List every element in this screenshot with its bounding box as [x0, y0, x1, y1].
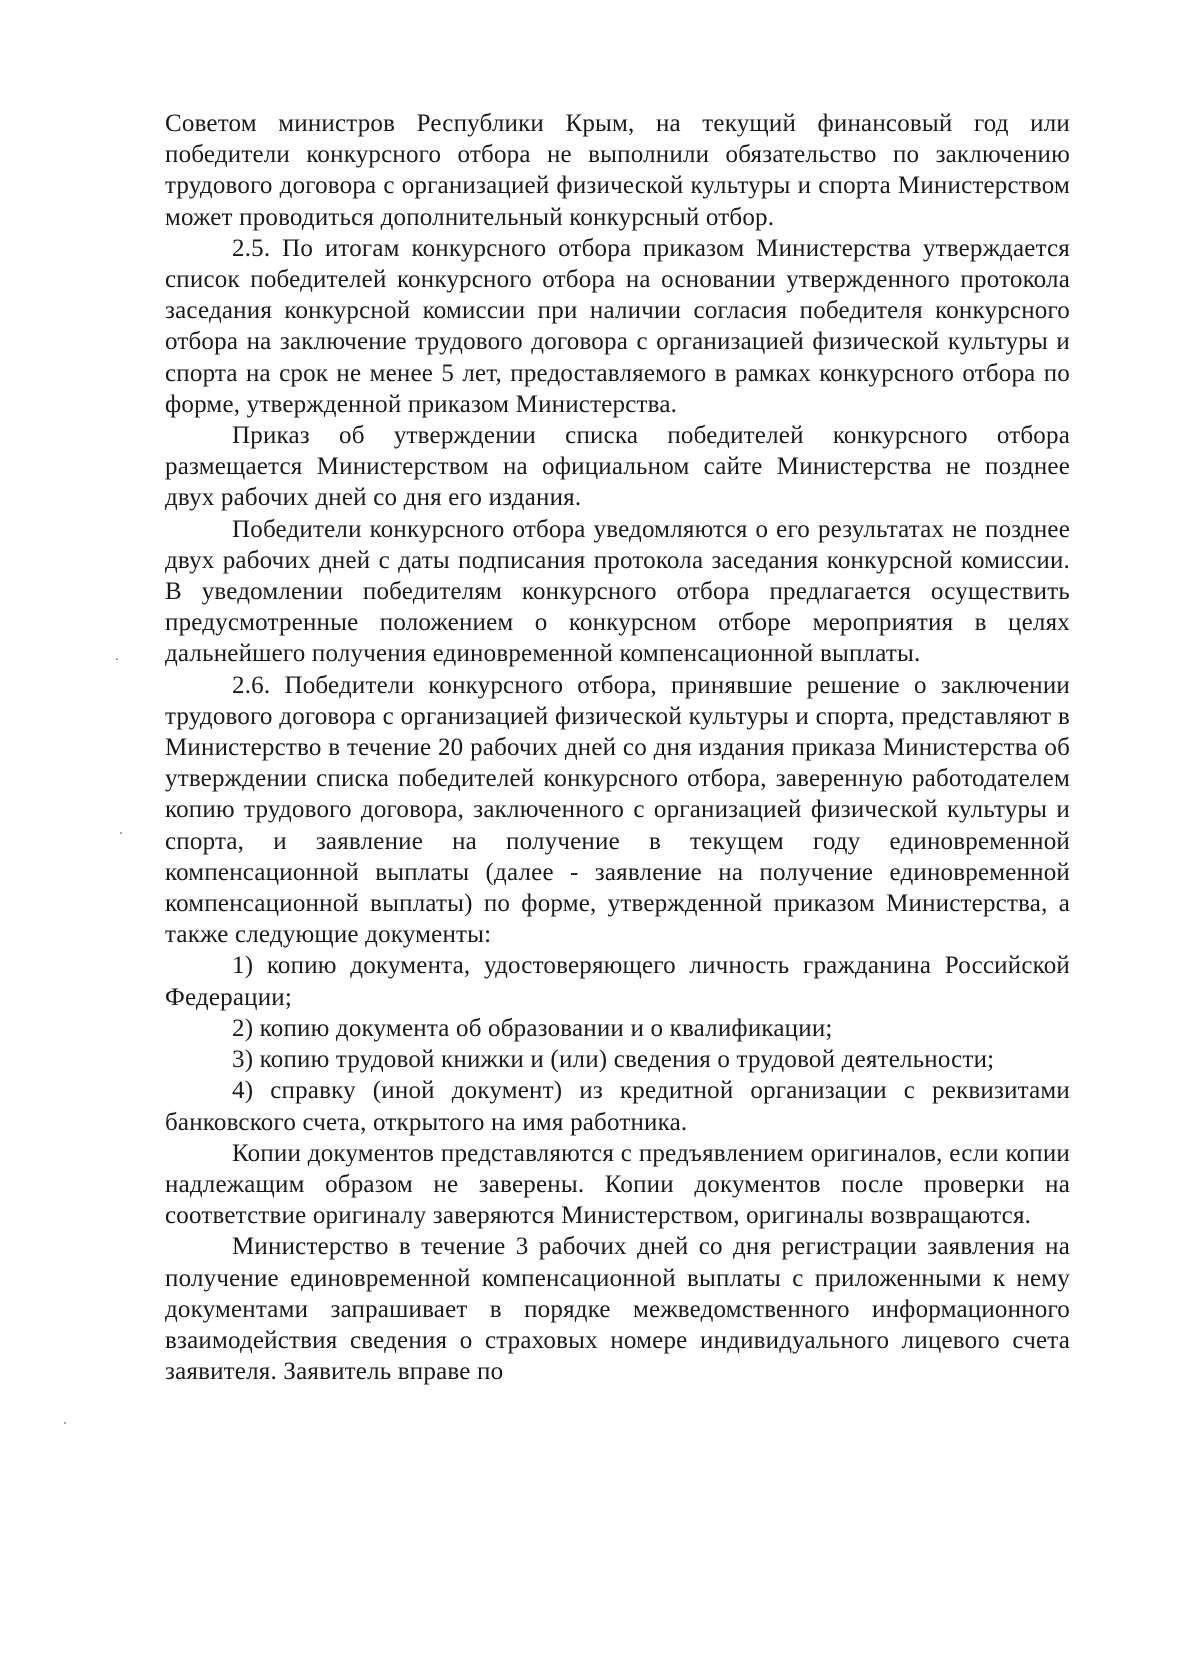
list-item-4: 4) справку (иной документ) из кредитной организации с реквизитами банковского счета, открытого на имя работника.	[165, 1077, 1070, 1136]
scan-speck	[116, 658, 118, 660]
scan-speck	[120, 832, 122, 834]
paragraph-winners-notification: Победители конкурсного отбора уведомляются о его результатах не позднее двух рабочих дней с даты подписания протокола заседания конкурсной комиссии. В уведомлении победителям конкурсного отбора предлагается осуществить предусмотренные положением о конкурсном отборе мероприятия в целях дальнейшего получения единовременной компенсационной выплаты.	[165, 515, 1070, 668]
paragraph-ministry-request: Министерство в течение 3 рабочих дней со дня регистрации заявления на получение единовременной компенсационной выплаты с приложенными к нему документами запрашивает в порядке межведомственного информационного взаимодействия сведения о страховых номере индивидуального лицевого счета заявителя. Заявитель вправе по	[165, 1233, 1070, 1386]
list-item-3: 3) копию трудовой книжки и (или) сведения о трудовой деятельности;	[232, 1046, 995, 1074]
list-item-1: 1) копию документа, удостоверяющего личность гражданина Российской Федерации;	[165, 952, 1070, 1011]
list-item-2: 2) копию документа об образовании и о квалификации;	[232, 1014, 833, 1042]
paragraph-copies: Копии документов представляются с предъявлением оригиналов, если копии надлежащим образом не заверены. Копии документов после проверки на соответствие оригиналу заверяются Министерством, оригиналы возвращаются.	[165, 1139, 1070, 1230]
document-body	[165, 108, 1070, 1387]
paragraph-1: Советом министров Республики Крым, на текущий финансовый год или победители конкурсного отбора не выполнили обязательство по заключению трудового договора с организацией физической культуры и спорта Министерством может проводиться дополнительный конкурсный отбор.	[165, 110, 1070, 231]
paragraph-2-6: 2.6. Победители конкурсного отбора, принявшие решение о заключении трудового договора с организацией физической культуры и спорта, представляют в Министерство в течение 20 рабочих дней со дня издания приказа Министерства об утверждении списка победителей конкурсного отбора, заверенную работодателем копию трудового договора, заключенного с организацией физической культуры и спорта, и заявление на получение в текущем году единовременной компенсационной выплаты (далее - заявление на получение единовременной компенсационной выплаты) по форме, утвержденной приказом Министерства, а также следующие документы:	[165, 671, 1070, 949]
scan-speck	[64, 1422, 66, 1424]
paragraph-order-publication: Приказ об утверждении списка победителей конкурсного отбора размещается Министерством на официальном сайте Министерства не позднее двух рабочих дней со дня его издания.	[165, 422, 1070, 512]
paragraph-2-5: 2.5. По итогам конкурсного отбора приказом Министерства утверждается список победителей конкурсного отбора на основании утвержденного протокола заседания конкурсной комиссии при наличии согласия победителя конкурсного отбора на заключение трудового договора с организацией физической культуры и спорта на срок не менее 5 лет, предоставляемого в рамках конкурсного отбора по форме, утвержденной приказом Министерства.	[165, 234, 1070, 418]
